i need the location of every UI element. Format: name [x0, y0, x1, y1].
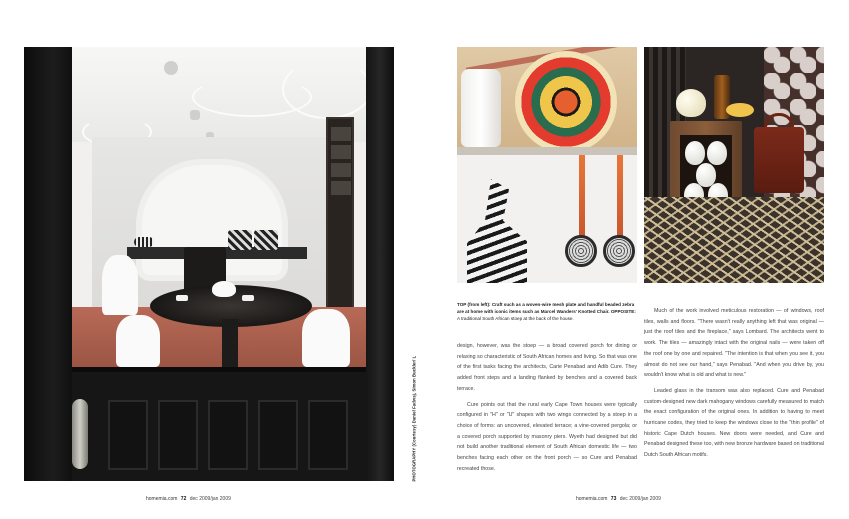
body-column-left: [457, 341, 637, 474]
paragraph: Leaded glass in the transom was also replaced. Cure and Penabad custom-designed new dark mahogany windows carefully measured to match the exact configuration of the original ones. In addition to having to meet hurricane codes, they tried to keep the windows close to the "thin profile" of historic Cape Dutch houses. New doors were needed, and Cure and Penabad designed these too, with new bronze hardware based on traditional Dutch South African motifs.: [644, 387, 824, 459]
folio-site: homemia.com: [146, 496, 178, 502]
caption-text-opposite: A traditional South African stoep at the back of the house.: [457, 315, 574, 321]
paragraph: Cure points out that the rural early Cape Town houses were typically configured in "H" or "U" shapes with two wings connected by a stoep in a choice of forms: an uncovered, elevated terrace; a vine-covered pergola; or a covered porch supported by masonry piers. Wyeth had designed but did not build another traditional element of South African domestic life — two benches facing each other on the front porch — so Cure and Penabad recreated those.: [457, 401, 637, 472]
porch-photo: [24, 47, 394, 481]
leather-bag: [754, 127, 804, 193]
page-number: 73: [610, 496, 617, 502]
door-handle: [72, 399, 88, 469]
knotted-chair: [644, 197, 824, 283]
dutch-door-lower: [72, 367, 366, 481]
paragraph: design, however, was the stoep — a broad covered porch for dining or relaxing so characteristic of South African homes and living. So that was one of the first tasks facing the architects, Carie Penabad and Adib Cure. They added front steps and a landing flanked by benches and a covered back terrace.: [457, 343, 637, 392]
page-number: 72: [180, 496, 187, 502]
photo-caption: [457, 302, 637, 322]
cabinet-photo: [644, 47, 824, 283]
folio-right: [576, 496, 661, 502]
caption-label-opposite: OPPOSITE:: [610, 308, 636, 314]
caption-text-top: Craft such as a woven-wire mesh plate and handful beaded zebra are at home with iconic items such as Marcel Wanders' Knotted Chair.: [457, 302, 635, 314]
folio-issue: dec 2009/jan 2009: [189, 496, 231, 502]
porch-scene: [72, 47, 366, 367]
caption-label-top: TOP (from left):: [457, 302, 491, 307]
body-column-right: [644, 306, 824, 461]
folio-left: [146, 496, 231, 502]
woven-wire-plate: [515, 51, 617, 153]
paragraph: Much of the work involved meticulous restoration — of windows, roof tiles, walls and floors. "There wasn't really anything left that was original — just the roof tiles and the fireplace," says Lombard. The architects went to work. The tiles — amazingly intact with the original nails — were taken off the roof one by one and repaired. "The intention is that when you see it, you almost do not see our hand," says Penabad. "And when you drive by, you wouldn't know what is old and what is new.": [644, 308, 824, 379]
folio-site: homemia.com: [576, 496, 608, 502]
photo-credit: PHOTOGRAPHY (Courtesy) Daniel Fadwsj, Simon Buckler/ L: [411, 355, 417, 482]
beaded-plate-photo: [457, 47, 637, 283]
folio-issue: dec 2009/jan 2009: [619, 496, 661, 502]
